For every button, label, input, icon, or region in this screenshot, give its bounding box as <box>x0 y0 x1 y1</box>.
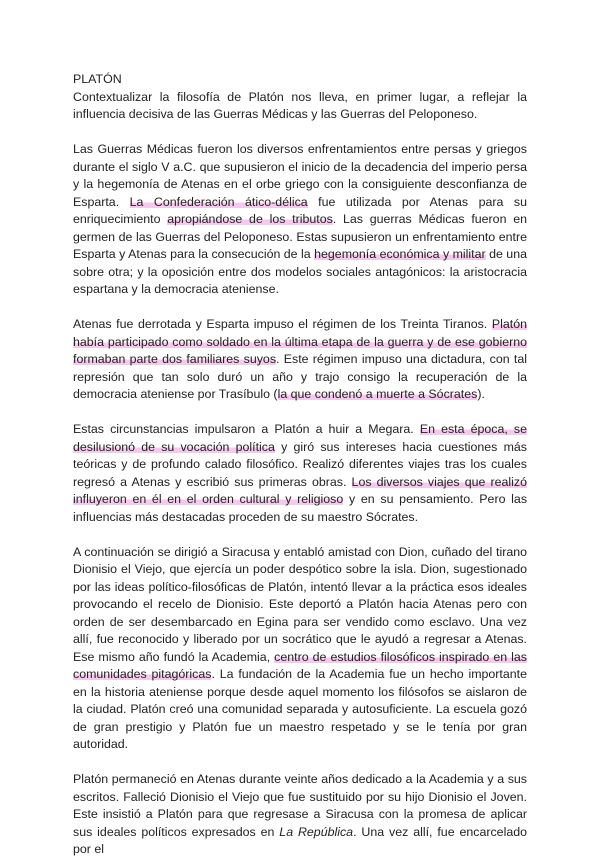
paragraph-dionisio-joven: Platón permaneció en Atenas durante veinte años dedicado a la Academia y a sus escritos. Falleció Dionisio el Viejo que fue sustituido por su hijo Dionisio el Joven. Este insistió a Platón para que regresase a Siracusa con la promesa de aplicar sus ideales políticos expresados en La República. Una vez allí, fue encarcelado por el <box>73 772 527 856</box>
highlight: la que condenó a muerte a Sócrates <box>277 387 478 401</box>
paragraph-siracusa-academia: A continuación se dirigió a Siracusa y entabló amistad con Dion, cuñado del tirano Dionisio el Viejo, que ejercía un poder despótico sobre la isla. Dion, sugestionado por las ideas político-filosóficas de Platón, intentó llevar a la práctica esos ideales provocando el recelo de Dionisio. Este deportó a Platón hacia Atenas pero con orden de ser desembarcado en Egina para ser vendido como esclavo. Una vez allí, fue reconocido y liberado por un socrático que le ayudó a regresar a Atenas. Ese mismo año fundó la Academia, centro de estudios filosóficos inspirado en las comunidades pitagóricas. La fundación de la Academia fue un hecho importante en la historia ateniense porque desde aquel momento los filósofos se aislaron de la ciudad. Platón creó una comunidad separada y autosuficiente. La escuela gozó de gran prestigio y Platón fue un maestro respetado y se le tenía por gran autoridad. <box>73 544 527 751</box>
paragraph-treinta-tiranos: Atenas fue derrotada y Esparta impuso el régimen de los Treinta Tiranos. Platón había participado como soldado en la última etapa de la guerra y de ese gobierno formaban parte dos familiares suyos. Este régimen impuso una dictadura, con tal represión que tan solo duró un año y trajo consigo la recuperación de la democracia ateniense por Trasíbulo (la que condenó a muerte a Sócrates). <box>73 317 527 401</box>
highlight: Los diversos viajes que realizó influyeron en él en el orden cultural y religioso <box>73 474 527 506</box>
book-title: La República <box>279 824 354 839</box>
intro-paragraph: Contextualizar la filosofía de Platón nos lleva, en primer lugar, a reflejar la influencia decisiva de las Guerras Médicas y las Guerras del Peloponeso. <box>73 89 527 121</box>
highlight: hegemonía económica y militar <box>314 247 486 261</box>
highlight: centro de estudios filosóficos inspirado en las comunidades pitagóricas <box>73 649 527 681</box>
highlight: apropiándose de los tributos <box>167 212 333 226</box>
document-title: PLATÓN <box>73 72 122 86</box>
paragraph-megara: Estas circunstancias impulsaron a Platón a huir a Megara. En esta época, se desilusionó de su vocación política y giró sus intereses hacia cuestiones más teóricas y de profundo calado filosófico. Realizó diferentes viajes tras los cuales regresó a Atenas y escribió sus primeras obras. Los diversos viajes que realizó influyeron en él en el orden cultural y religioso y en su pensamiento. Pero las influencias más destacadas proceden de su maestro Sócrates. <box>73 422 528 524</box>
highlight: En esta época, se desilusionó de su vocación política <box>73 422 527 454</box>
paragraph-guerras-medicas: Las Guerras Médicas fueron los diversos enfrentamientos entre persas y griegos durante el siglo V a.C. que supusieron el inicio de la decadencia del imperio persa y la hegemonía de Atenas en el orbe griego con la consiguiente desconfianza de Esparta. La Confederación ático-délica fue utilizada por Atenas para su enriquecimiento apropiándose de los tributos. Las guerras Médicas fueron en germen de las Guerras del Peloponeso. Estas supusieron un enfrentamiento entre Esparta y Atenas para la consecución de la hegemonía económica y militar de una sobre otra; y la oposición entre dos modelos sociales antagónicos: la aristocracia espartana y la democracia ateniense. <box>73 142 527 296</box>
highlight: La Confederación ático-délica <box>129 194 308 209</box>
highlight: Platón había participado como soldado en la última etapa de la guerra y de ese gobierno formaban parte dos familiares suyos <box>73 317 527 366</box>
